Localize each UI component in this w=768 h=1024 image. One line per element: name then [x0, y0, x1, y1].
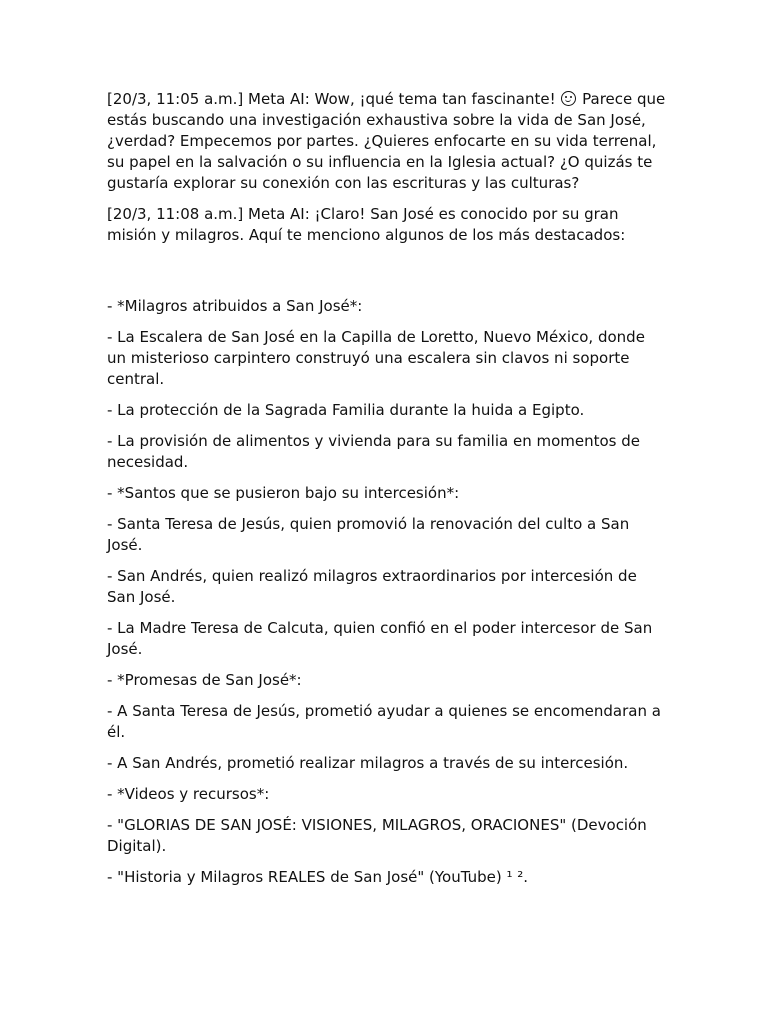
list-item: - "GLORIAS DE SAN JOSÉ: VISIONES, MILAGROS, ORACIONES" (Devoción Digital).	[107, 816, 647, 855]
list-item: - La provisión de alimentos y vivienda para su familia en momentos de necesidad.	[107, 432, 641, 471]
list-item: - *Milagros atribuidos a San José*:	[107, 297, 363, 315]
list-item: - *Promesas de San José*:	[107, 671, 302, 689]
list-item: - *Santos que se pusieron bajo su intercesión*:	[107, 484, 460, 502]
message-paragraph	[107, 89, 667, 194]
message-text: [20/3, 11:05 a.m.] Meta AI: Wow, ¡qué tema tan fascinante!	[107, 90, 556, 108]
list-item: - "Historia y Milagros REALES de San José" (YouTube) ¹ ².	[107, 868, 529, 886]
list-item: - A Santa Teresa de Jesús, prometió ayudar a quienes se encomendaran a él.	[107, 702, 661, 741]
list-item: - La Escalera de San José en la Capilla de Loretto, Nuevo México, donde un misterioso carpintero construyó una escalera sin clavos ni soporte central.	[107, 328, 645, 388]
message-text: Parece que estás buscando una investigación exhaustiva sobre la vida de San José, ¿verdad? Empecemos por partes. ¿Quieres enfocarte en su vida terrenal, su papel en la salvación o su influencia en la Iglesia actual? ¿O quizás te gustaría explorar su conexión con las escrituras y las culturas?	[107, 90, 666, 192]
blank-line	[107, 256, 667, 296]
list-item: - La protección de la Sagrada Familia durante la huida a Egipto.	[107, 401, 585, 419]
document-page	[107, 89, 667, 898]
item-list	[107, 296, 667, 888]
list-item: - *Videos y recursos*:	[107, 785, 270, 803]
list-item: - San Andrés, quien realizó milagros extraordinarios por intercesión de San José.	[107, 567, 637, 606]
list-item: - A San Andrés, prometió realizar milagros a través de su intercesión.	[107, 754, 629, 772]
list-item: - La Madre Teresa de Calcuta, quien confió en el poder intercesor de San José.	[107, 619, 653, 658]
list-item: - Santa Teresa de Jesús, quien promovió la renovación del culto a San José.	[107, 515, 630, 554]
message-paragraph: [20/3, 11:08 a.m.] Meta AI: ¡Claro! San José es conocido por su gran misión y milagros. Aquí te menciono algunos de los más destacados:	[107, 205, 626, 244]
smiling-face-icon	[561, 91, 576, 106]
